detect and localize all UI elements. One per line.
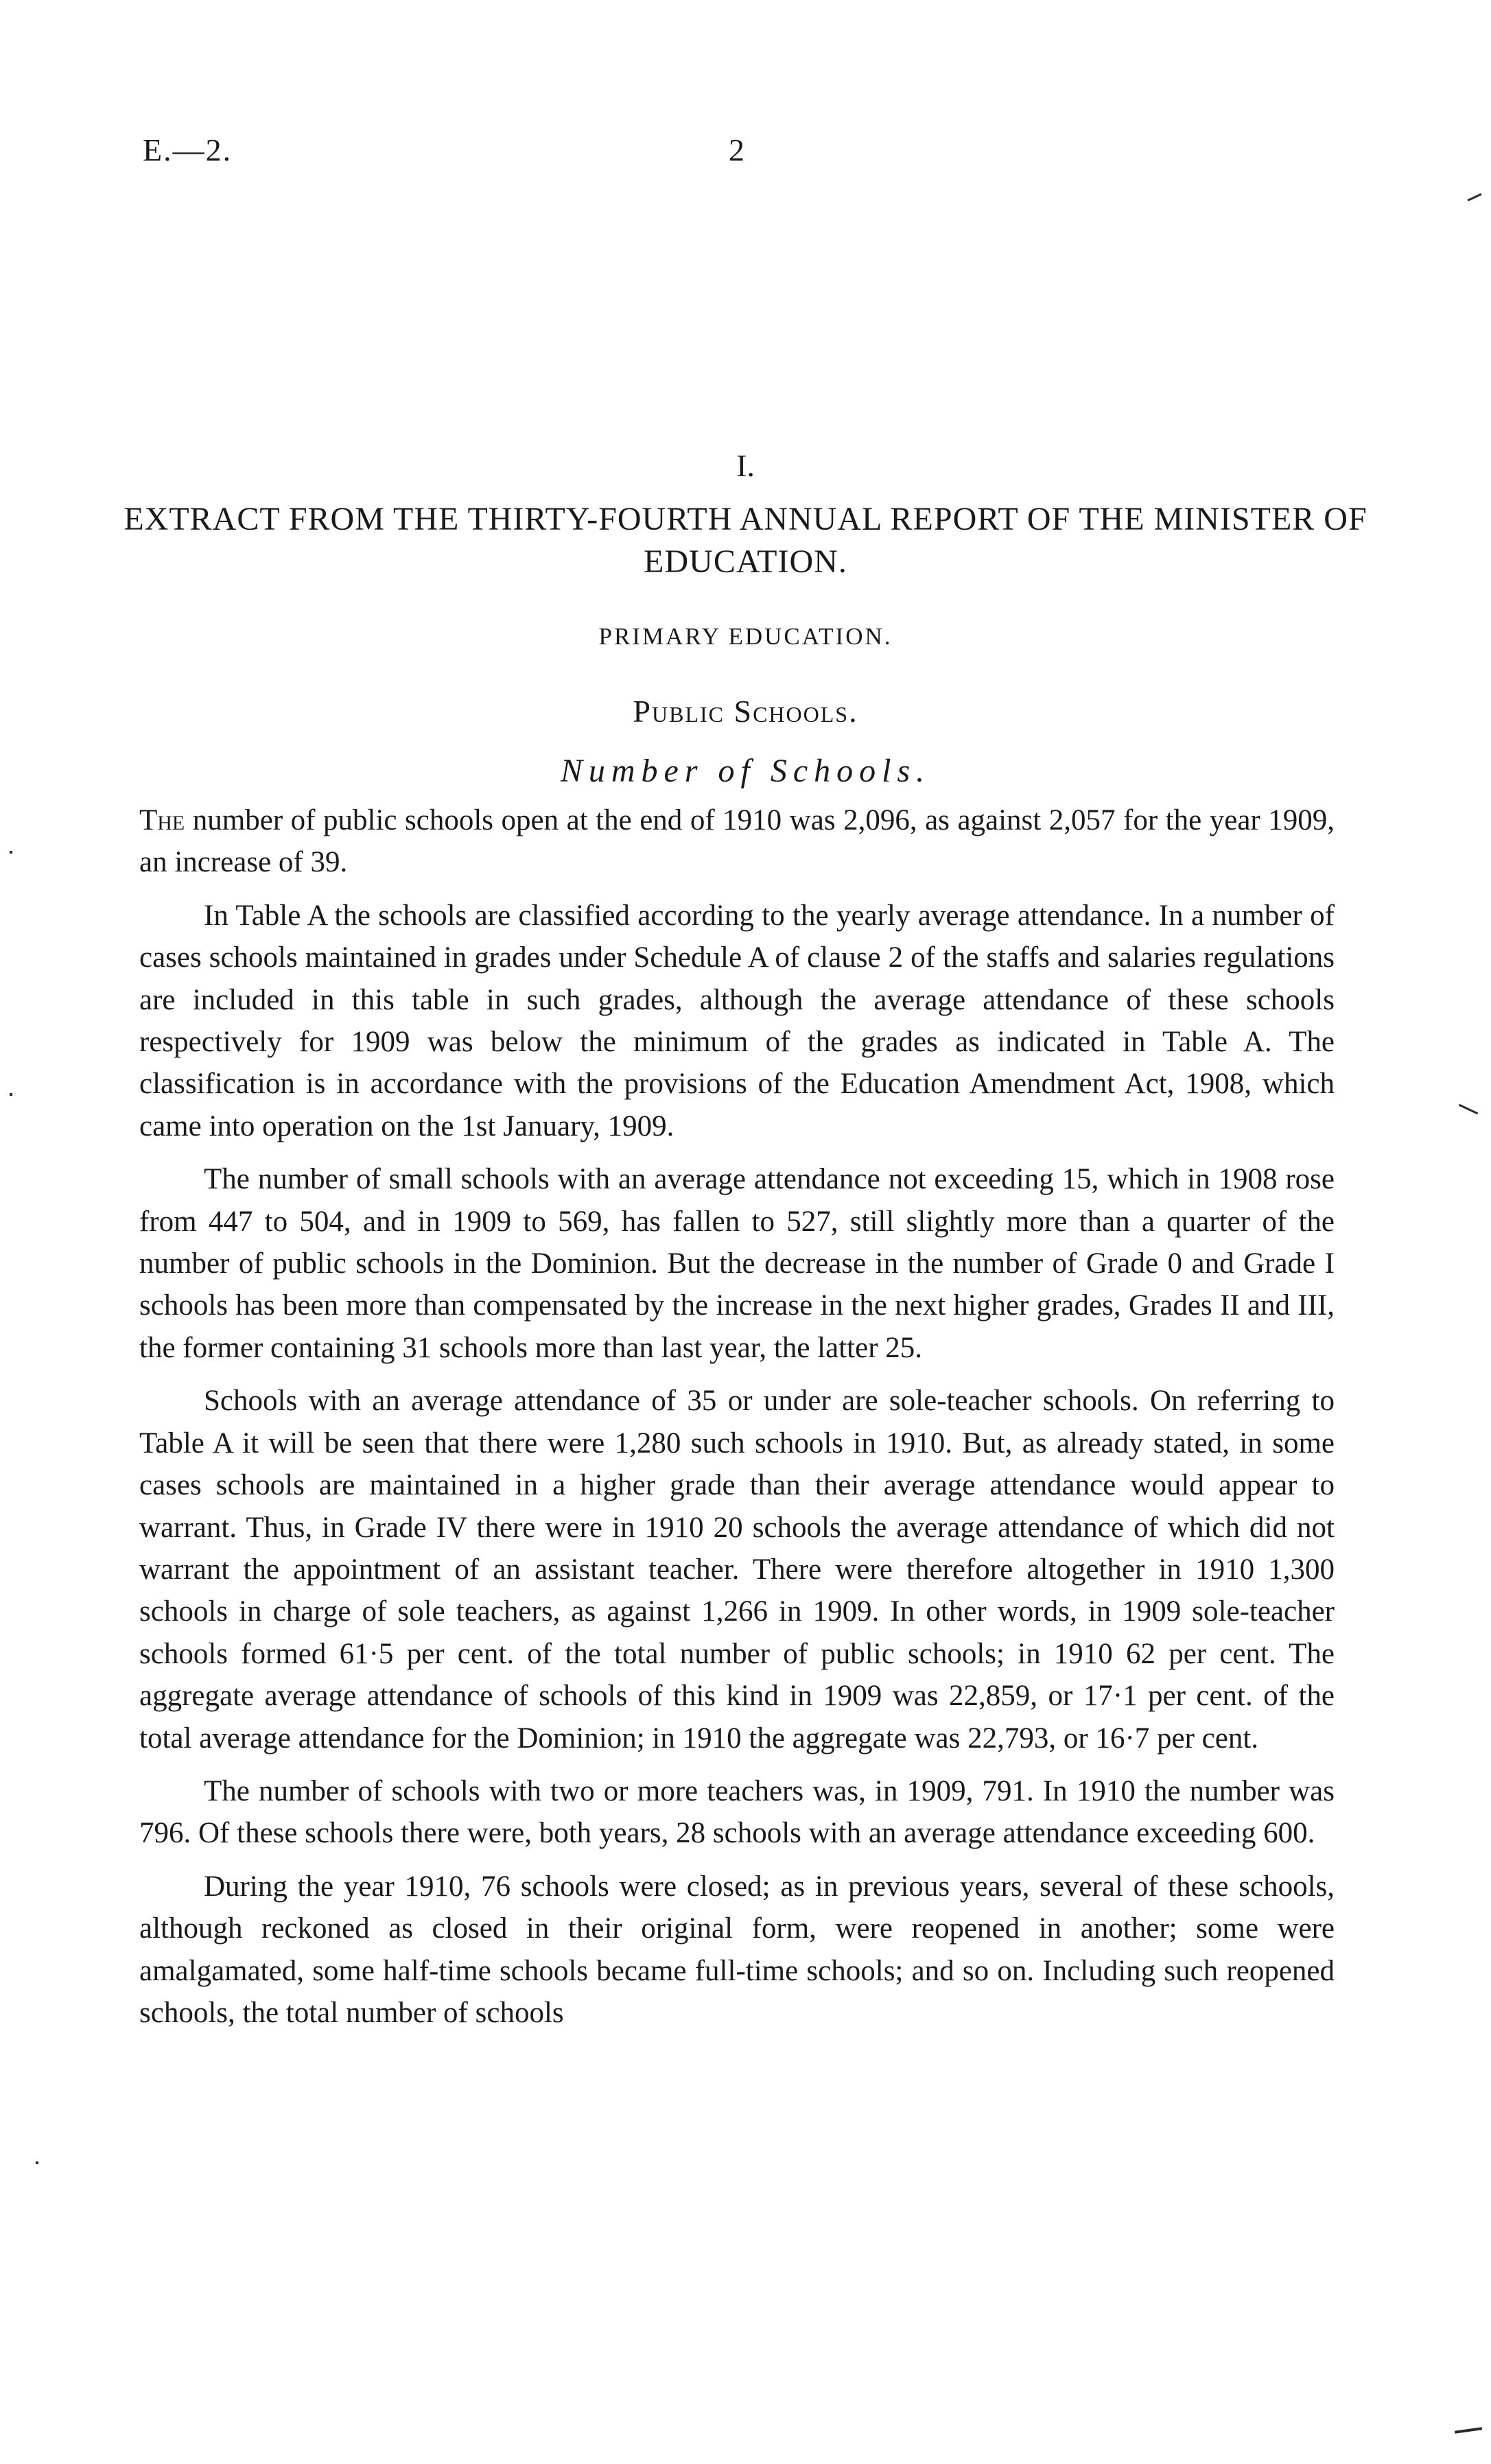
sub-heading: Public Schools. xyxy=(633,694,858,729)
paragraph-6: During the year 1910, 76 schools were closed; as in previous years, several of these schools, although reckoned as closed in their original form, were reopened in another; some were amalgamated, some half-time schools became full-time schools; and so on. Including such reopened schools, the total number of schools xyxy=(139,1870,1335,2029)
italic-heading: Number of Schools. xyxy=(560,753,931,789)
paragraph-4: Schools with an average attendance of 35 or under are sole-teacher schools. On referring to Table A it will be seen that there were 1,280 such schools in 1910. But, as already stated, in some cases schools are maintained in a higher grade than their average attendance would appear to warrant. Thus, in Grade IV there were in 1910 20 schools the average attendance of which did not warrant the appointment of an assistant teacher. There were therefore altogether in 1910 1,300 schools in charge of sole teachers, as against 1,266 in 1909. In other words, in 1909 sole-teacher schools formed 61·5 per cent. of the total number of public schools; in 1910 62 per cent. The aggregate average attendance of schools of this kind in 1909 was 22,859, or 17·1 per cent. of the total average attendance for the Dominion; in 1910 the aggregate was 22,793, or 16·7 per cent. xyxy=(139,1385,1335,1755)
scan-mark xyxy=(1455,2427,1482,2434)
paragraph-3: The number of small schools with an average attendance not exceeding 15, which in 1908 rose from 447 to 504, and in 1909 to 569, has fallen to 527, still slightly more than a quarter of the number of public schools in the Dominion. But the decrease in the number of Grade 0 and Grade I schools has been more than compensated by the increase in the next higher grades, Grades II and III, the former containing 31 schools more than last year, the latter 25. xyxy=(139,1163,1335,1364)
document-title: EXTRACT FROM THE THIRTY-FOURTH ANNUAL REPORT OF THE MINISTER OF EDUCATION. xyxy=(124,501,1367,580)
page-number: 2 xyxy=(729,132,744,167)
paragraph-5: The number of schools with two or more teachers was, in 1909, 791. In 1910 the number was 796. Of these schools there were, both years, 28 schools with an average attendance exceeding 600. xyxy=(139,1774,1335,1850)
section-number: I. xyxy=(736,448,755,483)
scan-mark xyxy=(10,851,12,854)
body-text xyxy=(139,799,1335,2045)
paragraph-1-lead: The xyxy=(139,804,185,836)
paragraph-1 xyxy=(139,799,1335,884)
scan-mark xyxy=(1459,1104,1478,1114)
paragraph-2: In Table A the schools are classified according to the yearly average attendance. In a number of cases schools maintained in grades under Schedule A of clause 2 of the staffs and salaries regulations are included in this table in such grades, although the average attendance of these schools respectively for 1909 was below the minimum of the grades as indicated in Table A. The classification is in accordance with the provisions of the Education Amendment Act, 1908, which came into operation on the 1st January, 1909. xyxy=(139,899,1335,1142)
scan-mark xyxy=(36,2161,38,2164)
scan-mark xyxy=(1467,193,1481,201)
paragraph-1-text: number of public schools open at the end of 1910 was 2,096, as against 2,057 for the year 1909, an increase of 39. xyxy=(139,804,1335,879)
page-reference: E.—2. xyxy=(143,132,233,167)
scan-mark xyxy=(10,1093,12,1096)
section-heading: PRIMARY EDUCATION. xyxy=(598,623,893,650)
